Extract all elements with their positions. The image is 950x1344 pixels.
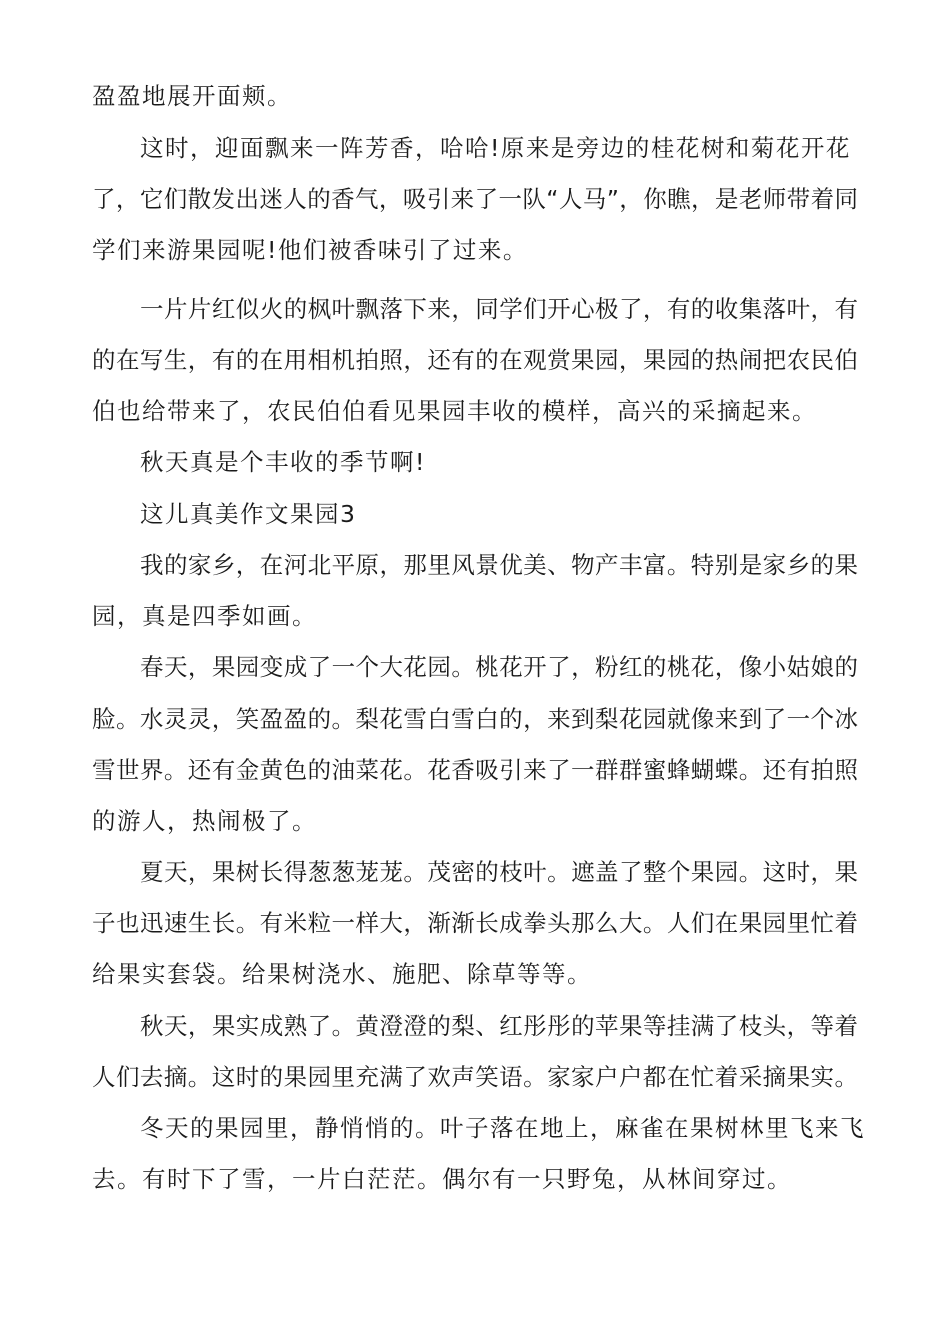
text-line: 雪世界。还有金黄色的油菜花。花香吸引来了一群群蜜蜂蝴蝶。还有拍照 — [92, 756, 858, 784]
text-line: 去。有时下了雪，一片白茫茫。偶尔有一只野兔，从林间穿过。 — [92, 1165, 792, 1193]
text-line: 秋天，果实成熟了。黄澄澄的梨、红彤彤的苹果等挂满了枝头，等着 — [140, 1012, 858, 1040]
text-line: 园，真是四季如画。 — [92, 602, 317, 630]
text-line: 夏天，果树长得葱葱茏茏。茂密的枝叶。遮盖了整个果园。这时，果 — [140, 858, 858, 886]
text-line: 我的家乡，在河北平原，那里风景优美、物产丰富。特别是家乡的果 — [140, 551, 858, 579]
text-line: 脸。水灵灵，笑盈盈的。梨花雪白雪白的，来到梨花园就像来到了一个冰 — [92, 705, 858, 733]
text-line: 的在写生，有的在用相机拍照，还有的在观赏果园，果园的热闹把农民伯 — [92, 346, 858, 374]
text-line: 子也迅速生长。有米粒一样大，渐渐长成拳头那么大。人们在果园里忙着 — [92, 909, 858, 937]
text-line: 这时，迎面飘来一阵芳香，哈哈!原来是旁边的桂花树和菊花开花 — [140, 134, 851, 162]
text-line: 伯也给带来了，农民伯伯看见果园丰收的模样，高兴的采摘起来。 — [92, 397, 817, 425]
text-line: 冬天的果园里，静悄悄的。叶子落在地上，麻雀在果树林里飞来飞 — [140, 1114, 865, 1142]
text-line: 学们来游果园呢!他们被香味引了过来。 — [92, 236, 528, 264]
text-line: 一片片红似火的枫叶飘落下来，同学们开心极了，有的收集落叶，有 — [140, 295, 858, 323]
text-line: 了，它们散发出迷人的香气，吸引来了一队“人马”，你瞧，是老师带着同 — [92, 185, 858, 213]
text-line: 盈盈地展开面颊。 — [92, 82, 292, 110]
text-line: 的游人，热闹极了。 — [92, 807, 317, 835]
text-line: 春天，果园变成了一个大花园。桃花开了，粉红的桃花，像小姑娘的 — [140, 653, 858, 681]
text-line: 给果实套袋。给果树浇水、施肥、除草等等。 — [92, 960, 592, 988]
section-heading: 这儿真美作文果园3 — [140, 500, 357, 528]
text-line: 人们去摘。这时的果园里充满了欢声笑语。家家户户都在忙着采摘果实。 — [92, 1063, 858, 1091]
text-line: 秋天真是个丰收的季节啊! — [140, 448, 426, 476]
